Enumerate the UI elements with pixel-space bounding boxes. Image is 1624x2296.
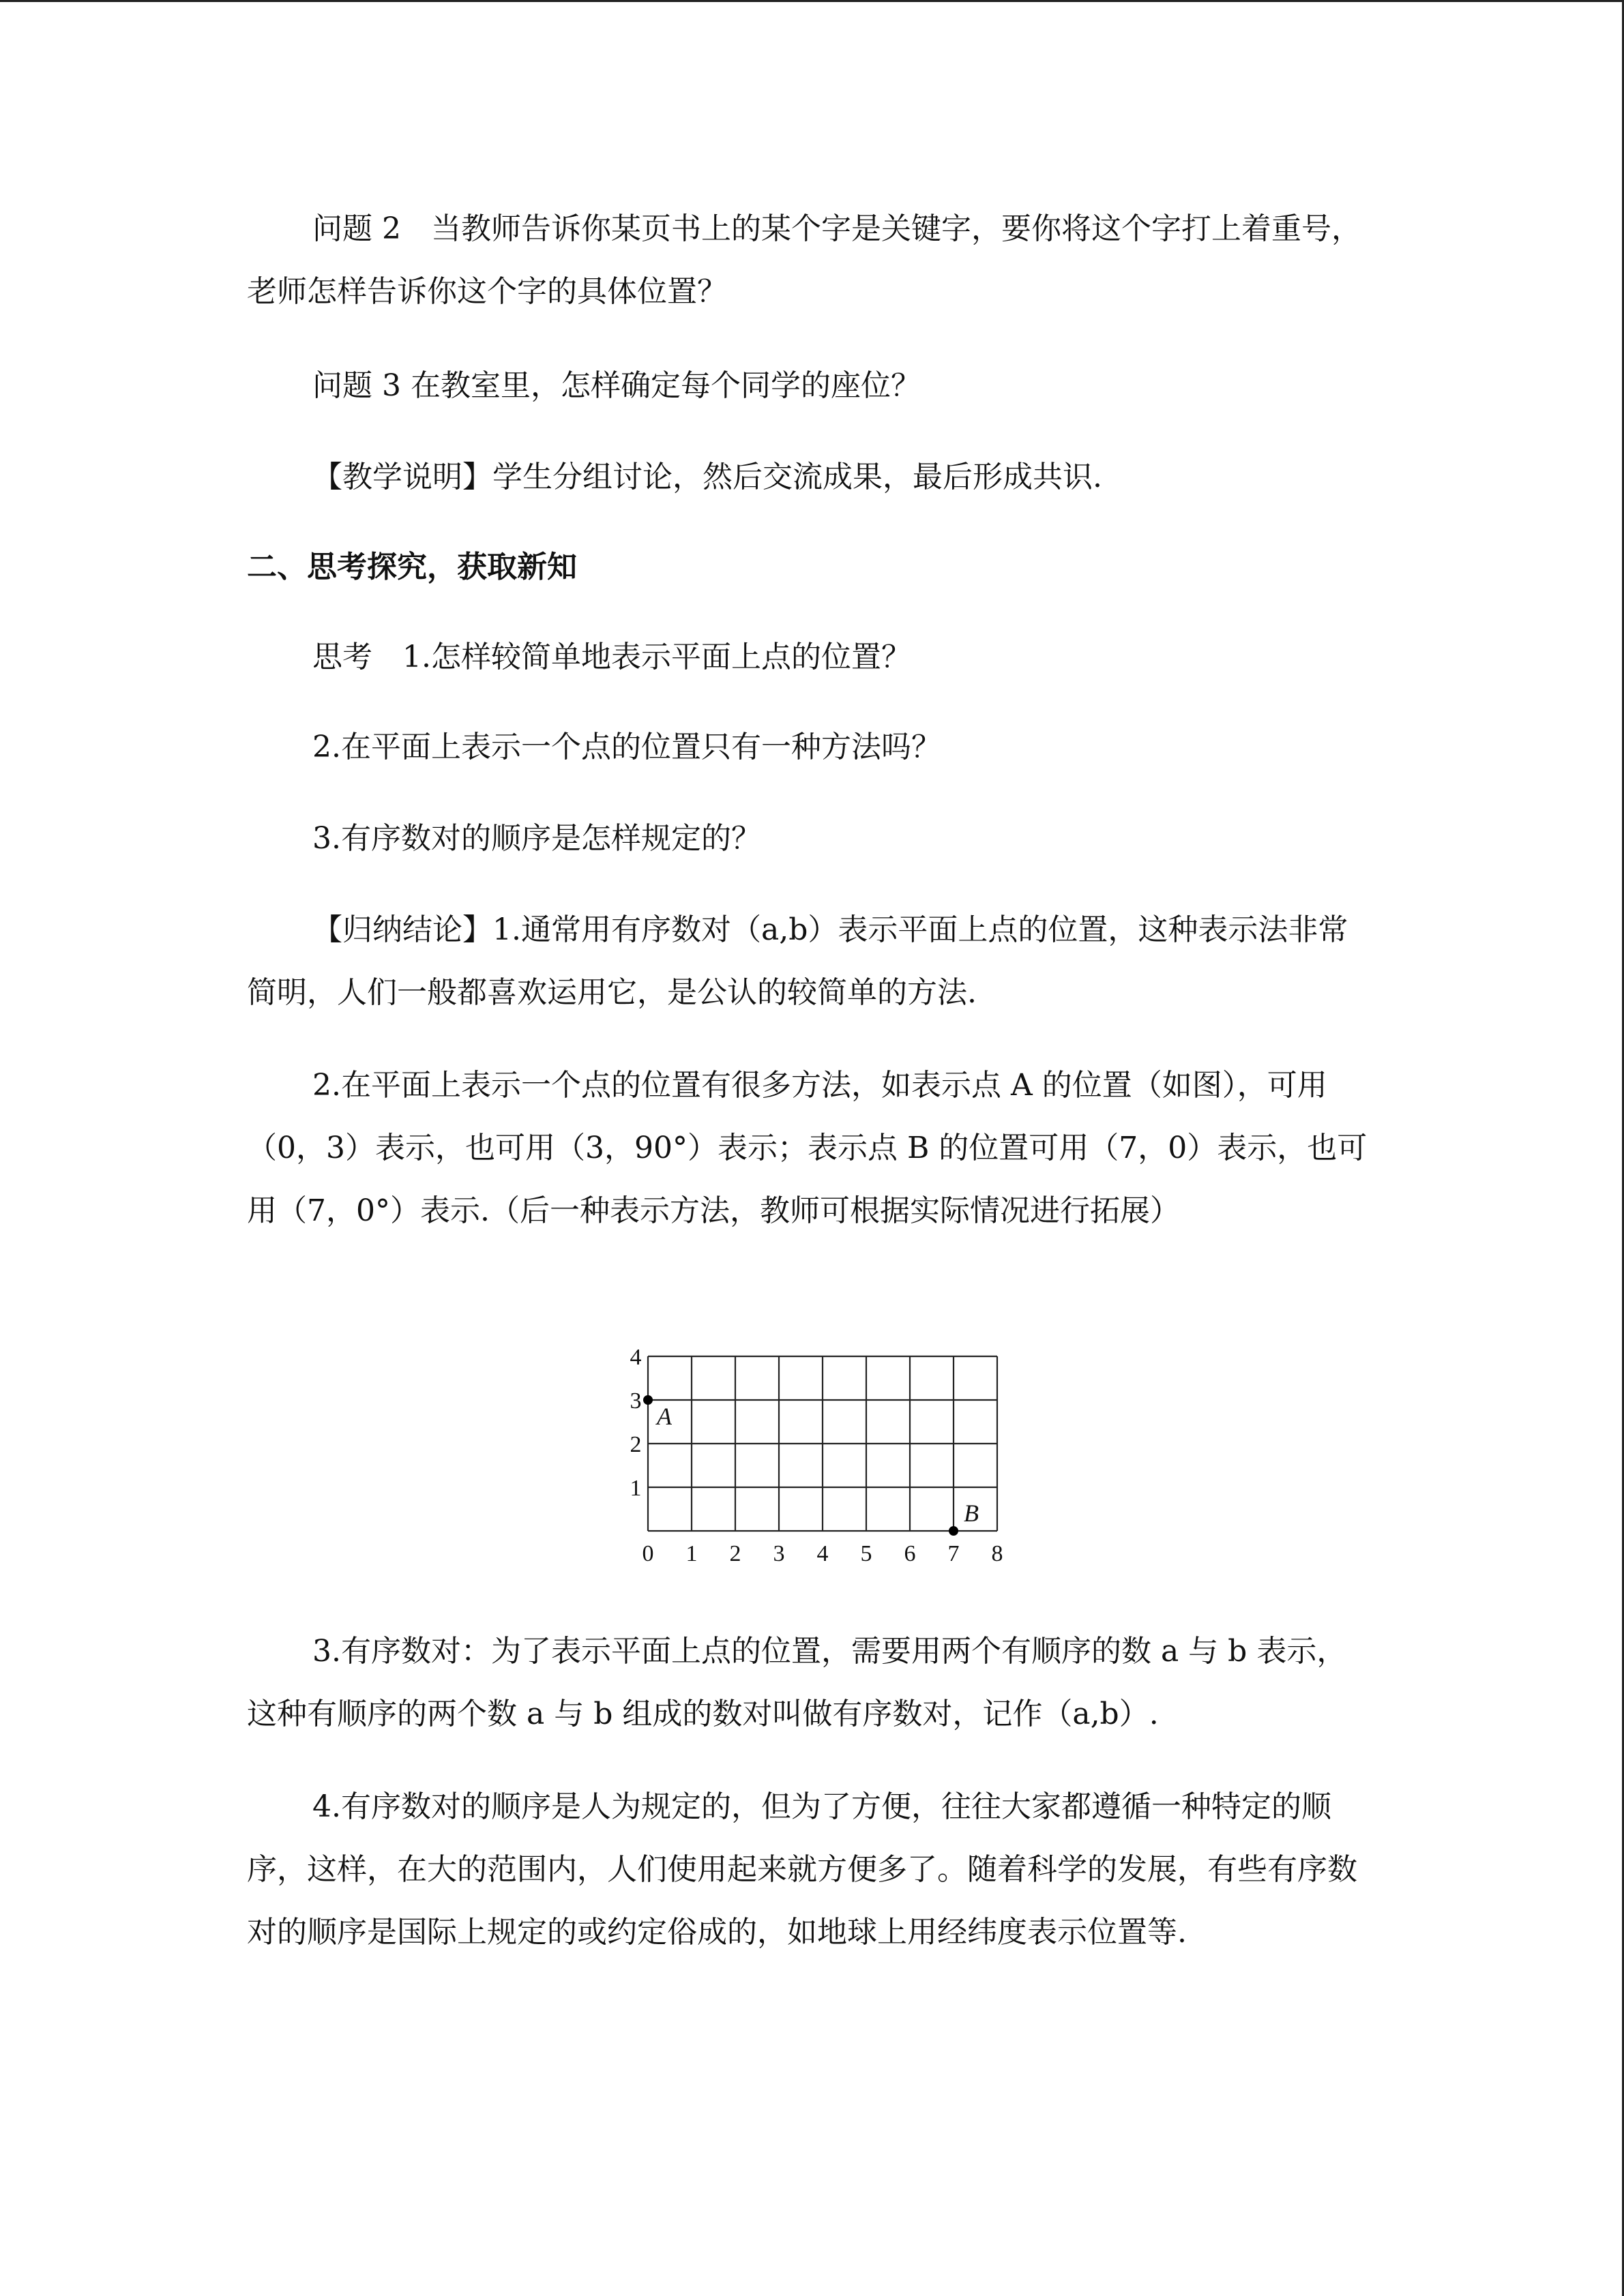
x-tick-label: 4 — [816, 1541, 829, 1566]
teaching-note: 【教学说明】学生分组讨论，然后交流成果，最后形成共识. — [312, 460, 1102, 494]
point-a-marker — [643, 1395, 653, 1405]
page-border-top — [0, 0, 1624, 2]
point-a-label: A — [657, 1403, 672, 1430]
x-tick-label: 8 — [991, 1541, 1003, 1566]
think-item-2: 2.在平面上表示一个点的位置只有一种方法吗？ — [312, 730, 941, 764]
think-item-1: 思考 1.怎样较简单地表示平面上点的位置？ — [312, 640, 911, 674]
point-b-label: B — [964, 1500, 979, 1527]
x-tick-label: 2 — [729, 1541, 741, 1566]
x-tick-label: 0 — [642, 1541, 654, 1566]
tick-labels — [630, 1345, 1003, 1566]
y-tick-label: 4 — [630, 1345, 642, 1370]
conclusion-1: 【归纳结论】1.通常用有序数对（a,b）表示平面上点的位置，这种表示法非常简明，人们一般都喜欢运用它，是公认的较简单的方法. — [247, 912, 1348, 1010]
point-b-marker — [949, 1526, 958, 1536]
question-2: 问题 2 当教师告诉你某页书上的某个字是关键字，要你将这个字打上着重号，老师怎样告诉你这个字的具体位置？ — [247, 211, 1361, 309]
grid-lines — [648, 1356, 997, 1531]
x-tick-label: 3 — [773, 1541, 785, 1566]
x-tick-label: 7 — [947, 1541, 960, 1566]
y-tick-label: 1 — [630, 1476, 642, 1501]
x-tick-label: 6 — [904, 1541, 916, 1566]
section-heading: 二、思考探究，获取新知 — [247, 550, 577, 584]
coordinate-grid-figure — [607, 1337, 1016, 1589]
conclusion-4: 4.有序数对的顺序是人为规定的，但为了方便，往往大家都遵循一种特定的顺序，这样，在大的范围内，人们使用起来就方便多了。随着科学的发展，有些有序数对的顺序是国际上规定的或约定俗成的，如地球上用经纬度表示位置等. — [247, 1789, 1357, 1950]
x-tick-label: 5 — [860, 1541, 872, 1566]
x-tick-label: 1 — [685, 1541, 698, 1566]
grid-points — [643, 1395, 979, 1536]
y-tick-label: 3 — [630, 1388, 642, 1414]
question-3: 问题 3 在教室里，怎样确定每个同学的座位？ — [312, 368, 921, 403]
conclusion-2: 2.在平面上表示一个点的位置有很多方法，如表示点 A 的位置（如图），可用（0，3）表示，也可用（3，90°）表示；表示点 B 的位置可用（7，0）表示，也可用（7，0°）表示.（后一种表示方法，教师可根据实际情况进行拓展） — [247, 1068, 1368, 1228]
conclusion-3: 3.有序数对：为了表示平面上点的位置，需要用两个有顺序的数 a 与 b 表示，这种有顺序的两个数 a 与 b 组成的数对叫做有序数对，记作（a,b）. — [247, 1634, 1347, 1731]
think-item-3: 3.有序数对的顺序是怎样规定的？ — [312, 821, 761, 856]
y-tick-label: 2 — [630, 1432, 642, 1457]
